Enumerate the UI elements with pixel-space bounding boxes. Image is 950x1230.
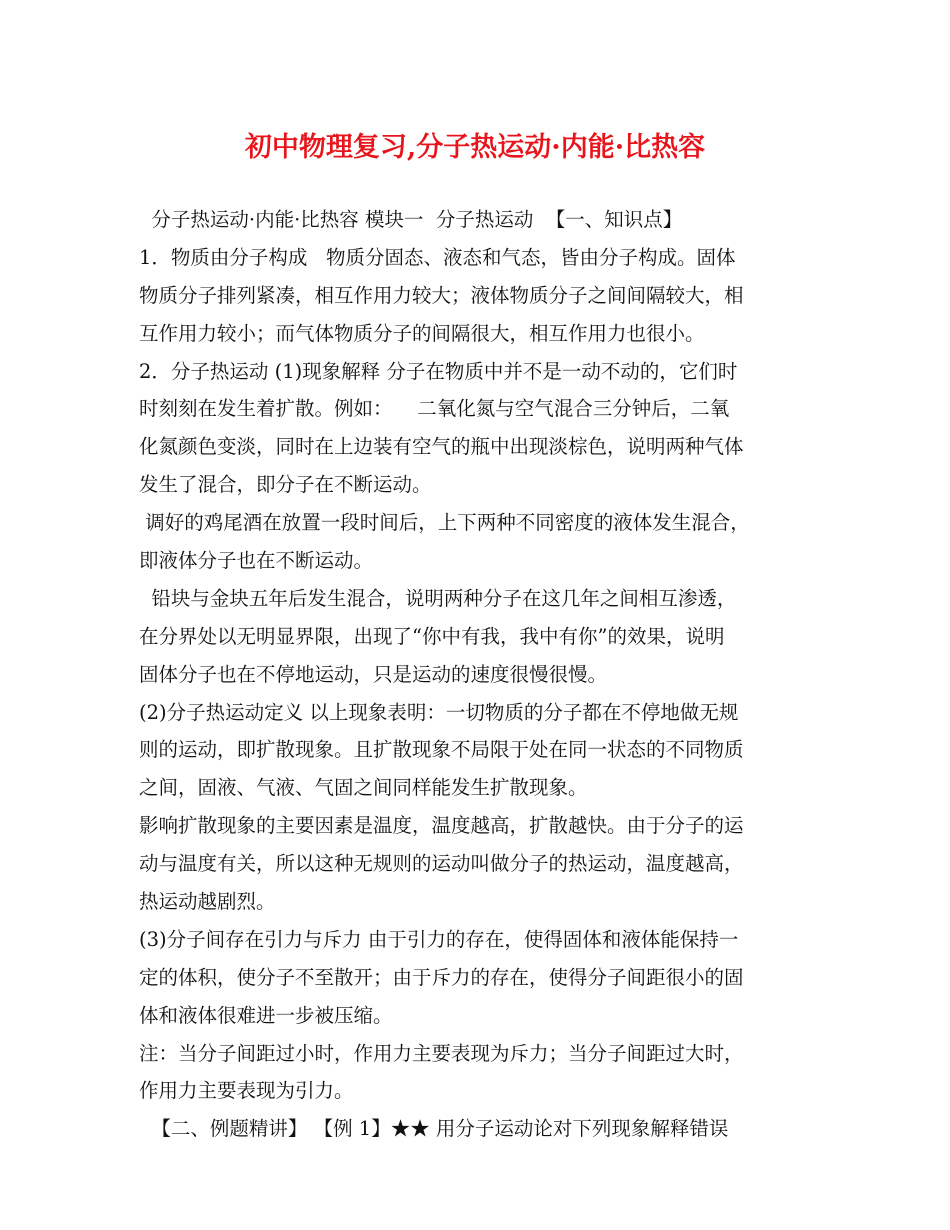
text-line: 作用力主要表现为引力。	[139, 1079, 354, 1103]
text-line: 互作用力较小；而气体物质分子的间隔很大，相互作用力也很小。	[139, 321, 705, 345]
text-line: 固体分子也在不停地运动，只是运动的速度很慢很慢。	[139, 662, 608, 686]
text-line: 定的体积，使分子不至散开；由于斥力的存在，使得分子间距很小的固	[139, 965, 744, 989]
text-line: (3)分子间存在引力与斥力 由于引力的存在，使得固体和液体能保持一	[139, 927, 739, 951]
text-line: 动与温度有关，所以这种无规则的运动叫做分子的热运动，温度越高，	[139, 852, 744, 876]
text-line: 物质分子排列紧凑，相互作用力较大；液体物质分子之间间隔较大，相	[139, 283, 744, 307]
text-line: 之间，固液、气液、气固之间同样能发生扩散现象。	[139, 776, 588, 800]
text-line: 热运动越剧烈。	[139, 890, 276, 914]
text-line: 时刻刻在发生着扩散。例如： 二氧化氮与空气混合三分钟后，二氧	[139, 397, 730, 421]
text-line: (2)分子热运动定义 以上现象表明：一切物质的分子都在不停地做无规	[139, 700, 739, 724]
text-line: 1．物质由分子构成 物质分固态、液态和气态，皆由分子构成。固体	[139, 245, 736, 269]
text-line: 注：当分子间距过小时，作用力主要表现为斥力；当分子间距过大时，	[139, 1041, 744, 1065]
text-line: 即液体分子也在不断运动。	[139, 549, 374, 573]
text-line: 则的运动，即扩散现象。且扩散现象不局限于处在同一状态的不同物质	[139, 738, 744, 762]
text-line: 发生了混合，即分子在不断运动。	[139, 473, 432, 497]
text-line: 体和液体很难进一步被压缩。	[139, 1003, 393, 1027]
text-line: 铅块与金块五年后发生混合，说明两种分子在这几年之间相互渗透，	[139, 586, 737, 610]
document-title: 初中物理复习,分子热运动·内能·比热容	[244, 132, 706, 163]
text-line: 调好的鸡尾酒在放置一段时间后，上下两种不同密度的液体发生混合，	[139, 511, 750, 535]
text-line: 在分界处以无明显界限，出现了“你中有我，我中有你”的效果，说明	[139, 624, 725, 648]
text-line: 影响扩散现象的主要因素是温度，温度越高，扩散越快。由于分子的运	[139, 814, 744, 838]
text-line: 【二、例题精讲】 【例 1】★★ 用分子运动论对下列现象解释错误	[139, 1117, 729, 1141]
text-line: 化氮颜色变淡，同时在上边装有空气的瓶中出现淡棕色，说明两种气体	[139, 435, 744, 459]
text-line: 2．分子热运动 (1)现象解释 分子在物质中并不是一动不动的，它们时	[139, 359, 738, 383]
text-line: 分子热运动·内能·比热容 模块一 分子热运动 【一、知识点】	[139, 208, 683, 231]
document-body	[139, 201, 819, 1148]
